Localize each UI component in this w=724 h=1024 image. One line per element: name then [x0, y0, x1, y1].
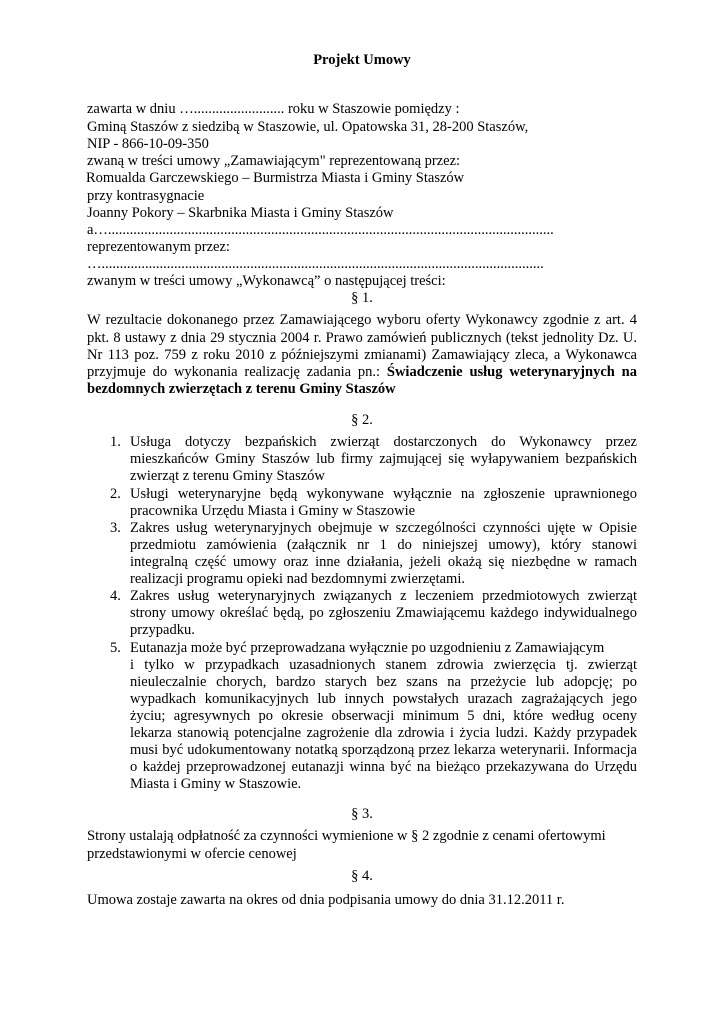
- section-2-heading: § 2.: [351, 412, 373, 428]
- list-item-number: 5.: [110, 640, 121, 656]
- list-item-line: przedmiotu zamówienia (załącznik nr 1 do niniejszej umowy), który stanowi: [130, 537, 637, 553]
- section-4-line: Umowa zostaje zawarta na okres od dnia podpisania umowy do dnia 31.12.2011 r.: [87, 892, 565, 908]
- section-1-line: pkt. 8 ustawy z dnia 29 stycznia 2004 r. Prawo zamówień publicznych (tekst jednolity Dz. U.: [87, 330, 637, 346]
- section-4-heading: § 4.: [351, 868, 373, 884]
- header-line-date: zawarta w dniu …......................... roku w Staszowie pomiędzy :: [87, 101, 460, 117]
- list-item-line: lekarza stanowią potencjalne zagrożenie dla zdrowia i życia ludzi. Każdy przypadek: [130, 725, 637, 741]
- list-item-line: integralną część umowy oraz inne działania, jeżeli okażą się niezbędne w ramach: [130, 554, 637, 570]
- document-title: Projekt Umowy: [313, 52, 411, 68]
- list-item-line: Miasta i Gminy w Staszowie.: [130, 776, 302, 792]
- section-1-task-name: Świadczenie usług weterynaryjnych na: [386, 364, 637, 380]
- list-item-line: Usługa dotyczy bezpańskich zwierząt dostarczonych do Wykonawcy przez: [130, 434, 637, 450]
- section-1-task-intro: przyjmuje do wykonania realizację zadania pn.:: [87, 364, 387, 380]
- section-1-task-name-cont: bezdomnych zwierzętach z terenu Gminy Staszów: [87, 381, 396, 397]
- header-line-contractor-named: zwanym w treści umowy „Wykonawcą” o następującej treści:: [87, 273, 446, 289]
- header-line-treasurer: Joanny Pokory – Skarbnika Miasta i Gminy Staszów: [87, 205, 394, 221]
- section-1-line-task: [87, 363, 637, 381]
- list-item-number: 2.: [110, 486, 121, 502]
- list-item-number: 4.: [110, 588, 121, 604]
- list-item-line: pracownika Urzędu Miasta i Gminy w Staszowie: [130, 503, 416, 519]
- header-line-ordering-party: zwaną w treści umowy „Zamawiającym" reprezentowaną przez:: [87, 153, 461, 169]
- header-line-nip: NIP - 866-10-09-350: [87, 136, 209, 152]
- header-line-contractor-blank: a…...........................................................................................................................: [87, 222, 554, 238]
- list-item-line: realizacji programu opieki nad bezdomnymi zwierzętami.: [130, 571, 465, 587]
- list-item-line: życiu; agresywnych po okresie obserwacji minimum 5 dni, które według oceny: [130, 708, 637, 724]
- section-1-line: W rezultacie dokonanego przez Zamawiającego wyboru oferty Wykonawcy zgodnie z art. 4: [87, 312, 637, 328]
- section-3-line: przedstawionymi w ofercie cenowej: [87, 846, 297, 862]
- section-1-line: Nr 113 poz. 759 z roku 2010 z późniejszymi zmianami) Zamawiający zleca, a Wykonawca: [87, 347, 637, 363]
- header-line-mayor: Romualda Garczewskiego – Burmistrza Miasta i Gminy Staszów: [86, 170, 465, 186]
- list-item-line: nieuleczalnie chorych, bardzo starych bez szans na przeżycie lub adopcję; po: [130, 674, 637, 690]
- list-item-line: wypadkach komunikacyjnych lub innych powstałych urazach zagrażających jego: [130, 691, 637, 707]
- list-item-line: strony umowy określać będą, po zgłoszeniu Zmawiającemu każdego indywidualnego: [130, 605, 637, 621]
- list-item-line: musi być udokumentowany notatką sporządzoną przez lekarza weterynarii. Informacja: [130, 742, 637, 758]
- header-line-countersignature: przy kontrasygnacie: [87, 188, 205, 204]
- list-item-line: Zakres usług weterynaryjnych związanych z leczeniem przedmiotowych zwierząt: [130, 588, 637, 604]
- header-line-represented-by: reprezentowanym przez:: [87, 239, 230, 255]
- section-1-heading: § 1.: [351, 290, 373, 306]
- list-item-line: Usługi weterynaryjne będą wykonywane wyłącznie na zgłoszenie uprawnionego: [130, 486, 637, 502]
- list-item-line: i tylko w przypadkach uzasadnionych stanem zdrowia zwierzęcia tj. zwierząt: [130, 657, 637, 673]
- list-item-line: zwierząt z terenu Gminy Staszów: [130, 468, 325, 484]
- header-line-municipality: Gminą Staszów z siedzibą w Staszowie, ul. Opatowska 31, 28-200 Staszów,: [87, 119, 529, 135]
- section-3-line: Strony ustalają odpłatność za czynności wymienione w § 2 zgodnie z cenami ofertowymi: [87, 828, 606, 844]
- list-item-line: przypadku.: [130, 622, 195, 638]
- list-item-line: Zakres usług weterynaryjnych obejmuje w szczególności czynności ujęte w Opisie: [130, 520, 637, 536]
- list-item-number: 3.: [110, 520, 121, 536]
- list-item-line: o każdej przeprowadzonej eutanazji winna być na bieżąco przekazywana do Urzędu: [130, 759, 637, 775]
- list-item-line: Eutanazja może być przeprowadzana wyłącznie po uzgodnieniu z Zamawiającym: [130, 640, 605, 656]
- list-item-line: mieszkańców Gminy Staszów lub firmy zajmującej się wyłapywaniem bezpańskich: [130, 451, 637, 467]
- header-line-representative-blank: …..........................................................................................................................: [87, 256, 544, 272]
- list-item-number: 1.: [110, 434, 121, 450]
- section-3-heading: § 3.: [351, 806, 373, 822]
